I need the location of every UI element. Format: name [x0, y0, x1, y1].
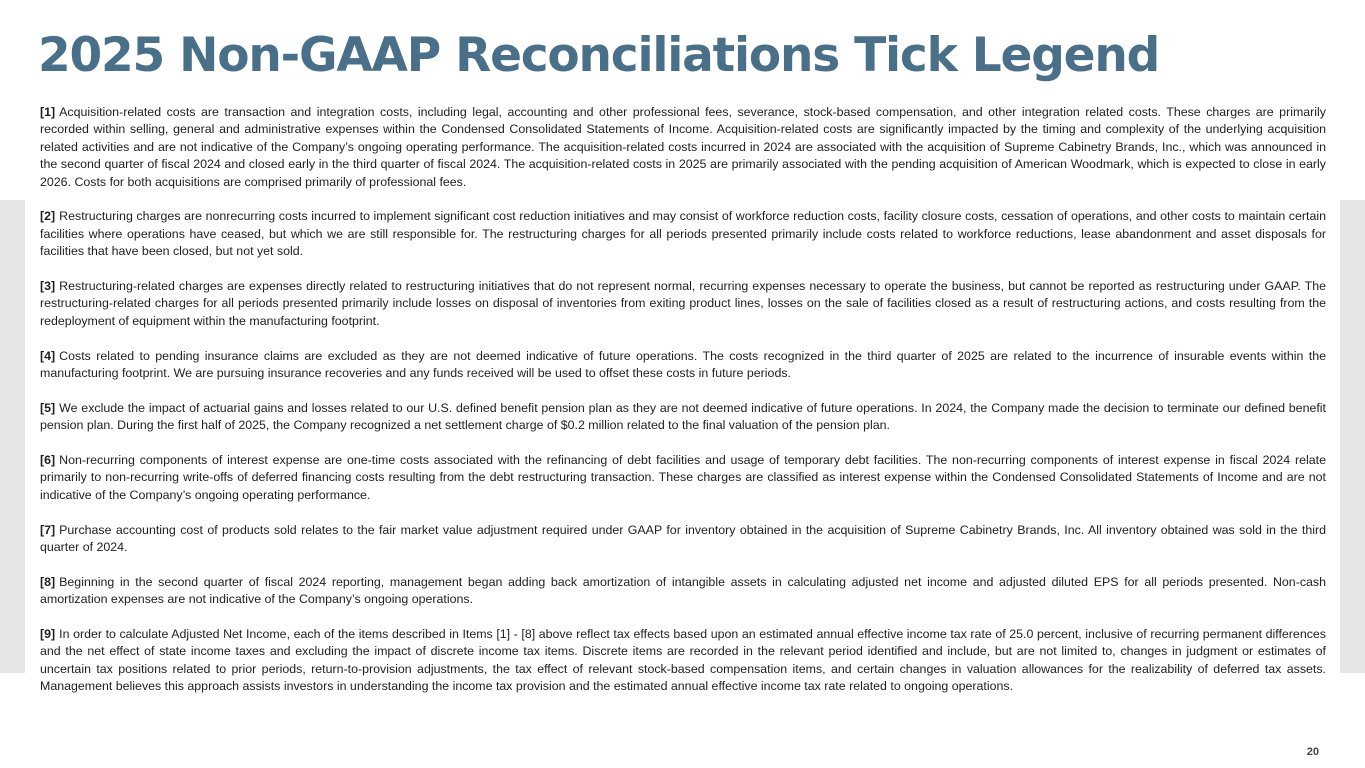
footnote-text: Costs related to pending insurance claims are excluded as they are not deemed indicative of future operations. The costs recognized in the third quarter of 2025 are related to the incurrence of insurable events within the manufacturing footprint. We are pursuing insurance recoveries and any funds received will be used to offset these costs in future periods.: [40, 348, 1326, 381]
footnote-1: [40, 104, 1326, 191]
footnote-text: Restructuring charges are nonrecurring costs incurred to implement significant cost reduction initiatives and may consist of workforce reduction costs, facility closure costs, cessation of operations, and other costs to maintain certain facilities where operations have ceased, but which we are still responsible for. The restructuring charges for all periods presented primarily include costs related to workforce reductions, lease abandonment and asset disposals for facilities that have been closed, but not yet sold.: [40, 209, 1326, 259]
footnote-6: [40, 452, 1326, 504]
footnote-text: Restructuring-related charges are expenses directly related to restructuring initiatives that do not represent normal, recurring expenses necessary to operate the business, but cannot be reported as restructuring under GAAP. The restructuring-related charges for all periods presented primarily include losses on disposal of inventories from exiting product lines, losses on the sale of facilities closed as a result of restructuring actions, and costs resulting from the redeployment of equipment within the manufacturing footprint.: [40, 279, 1326, 328]
footnote-tag: [9]: [40, 627, 56, 642]
footnote-text: Purchase accounting cost of products sold relates to the fair market value adjustment required under GAAP for inventory obtained in the acquisition of Supreme Cabinetry Brands, Inc. All inventory obtained was sold in the third quarter of 2024.: [40, 522, 1326, 555]
footnote-tag: [8]: [40, 574, 56, 589]
footnote-5: [40, 400, 1326, 435]
footnote-text: Non-recurring components of interest expense are one-time costs associated with the refinancing of debt facilities and usage of temporary debt facilities. The non-recurring components of interest expense in fiscal 2024 relate primarily to non-recurring write-offs of deferred financing costs resulting from the debt restructuring transaction. These charges are classified as interest expense within the Condensed Consolidated Statements of Income and are not indicative of the Company’s ongoing operating performance.: [40, 453, 1326, 502]
footnote-tag: [1]: [40, 105, 56, 119]
footnote-tag: [3]: [40, 279, 56, 294]
footnote-tag: [7]: [40, 522, 56, 537]
footnote-tag: [5]: [40, 400, 56, 415]
footnote-7: [40, 522, 1326, 557]
footnotes-legend: [40, 104, 1326, 696]
footnote-2: [40, 208, 1326, 260]
footnote-text: We exclude the impact of actuarial gains and losses related to our U.S. defined benefit pension plan as they are not deemed indicative of future operations. In 2024, the Company made the decision to terminate our defined benefit pension plan. During the first half of 2025, the Company recognized a net settlement charge of $0.2 million related to the final valuation of the pension plan.: [40, 400, 1326, 433]
footnote-8: [40, 574, 1326, 609]
footnote-tag: [6]: [40, 453, 56, 468]
footnote-text: Beginning in the second quarter of fiscal 2024 reporting, management began adding back amortization of intangible assets in calculating adjusted net income and adjusted diluted EPS for all periods presented. Non-cash amortization expenses are not indicative of the Company’s ongoing operations.: [40, 574, 1326, 607]
page-title: 2025 Non-GAAP Reconciliations Tick Legend: [38, 28, 1160, 83]
page-number: 20: [1306, 746, 1319, 758]
footnote-tag: [4]: [40, 348, 56, 363]
footnote-9: [40, 626, 1326, 696]
footnote-text: In order to calculate Adjusted Net Income, each of the items described in Items [1] - [8] above reflect tax effects based upon an estimated annual effective income tax rate of 25.0 percent, inclusive of recurring permanent differences and the net effect of state income taxes and excluding the impact of discrete income tax items. Discrete items are recorded in the relevant period identified and include, but are not limited to, changes in judgment or estimates of uncertain tax positions related to prior periods, return-to-provision adjustments, the tax effect of relevant stock-based compensation items, and certain changes in valuation allowances for the realizability of deferred tax assets. Management believes this approach assists investors in understanding the income tax provision and the estimated annual effective income tax rate related to ongoing operations.: [40, 627, 1326, 694]
footnote-4: [40, 348, 1326, 383]
footnote-tag: [2]: [40, 209, 56, 224]
footnote-text: Acquisition-related costs are transaction and integration costs, including legal, accounting and other professional fees, severance, stock-based compensation, and other integration related costs. These charges are primarily recorded within selling, general and administrative expenses within the Condensed Consolidated Statements of Income. Acquisition-related costs are significantly impacted by the timing and complexity of the underlying acquisition related activities and are not indicative of the Company’s ongoing operating performance. The acquisition-related costs incurred in 2024 are associated with the acquisition of Supreme Cabinetry Brands, Inc., which was announced in the second quarter of fiscal 2024 and closed early in the third quarter of fiscal 2024. The acquisition-related costs in 2025 are primarily associated with the pending acquisition of American Woodmark, which is expected to close in early 2026. Costs for both acquisitions are comprised primarily of professional fees.: [40, 105, 1326, 189]
footnote-3: [40, 278, 1326, 330]
